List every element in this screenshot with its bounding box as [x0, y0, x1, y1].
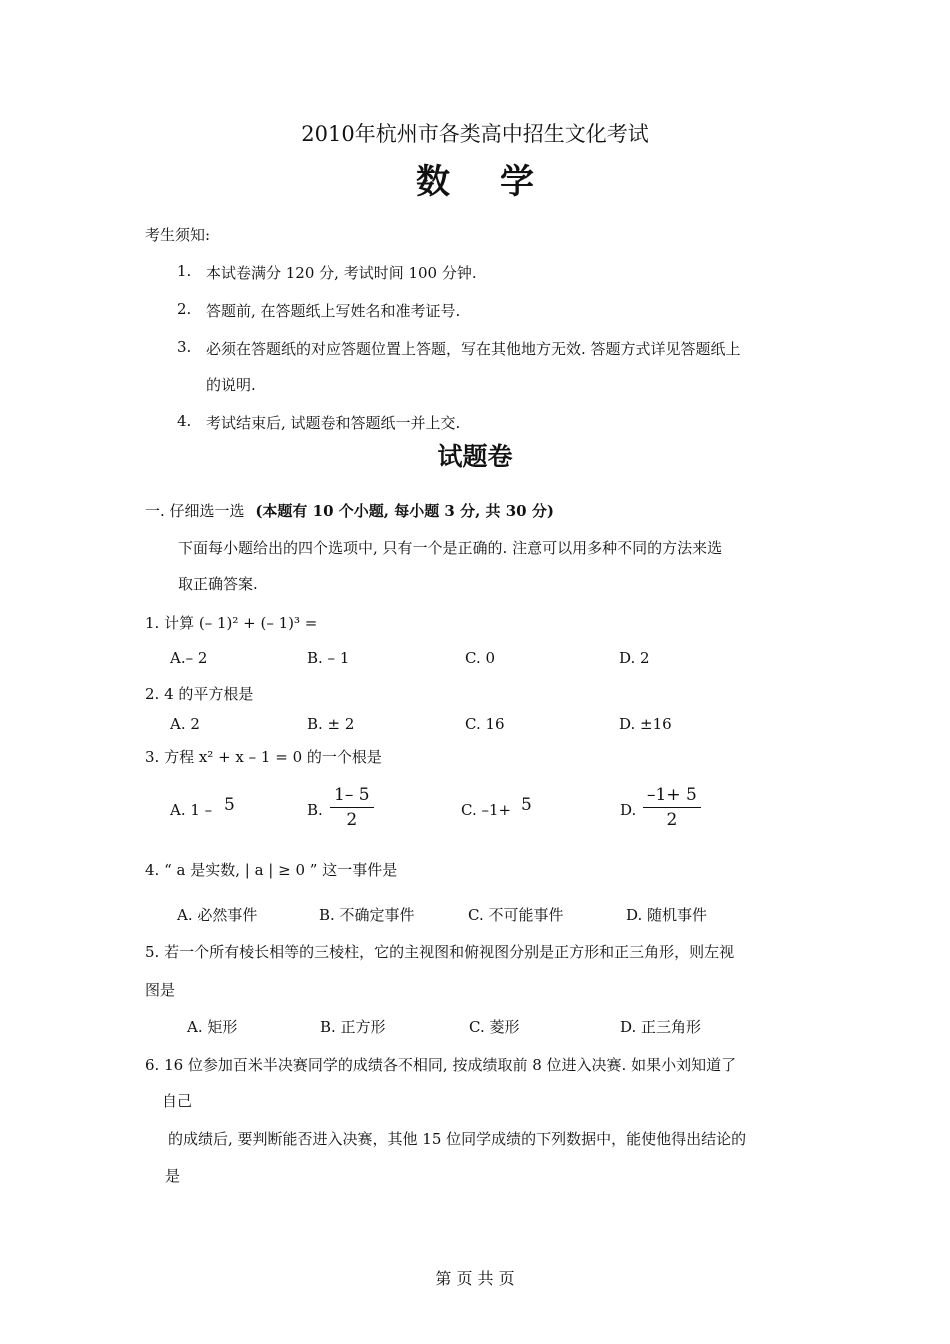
question-3-option-b-fraction — [330, 785, 374, 830]
question-3-stem: 3. 方程 x² + x – 1 = 0 的一个根是 — [145, 748, 382, 766]
question-6-stem-cont: 的成绩后, 要判断能否进入决赛，其他 15 位同学成绩的下列数据中，能使他得出结论的 — [168, 1130, 747, 1148]
question-3-option-a: A. 1 – — [170, 801, 213, 819]
question-2-option-b: B. ± 2 — [307, 715, 355, 733]
part1-instruction: 下面每小题给出的四个选项中, 只有一个是正确的. 注意可以用多种不同的方法来选 — [178, 539, 723, 557]
question-1-option-c: C. 0 — [465, 649, 496, 667]
notice-heading: 考生须知: — [145, 226, 211, 244]
page-footer: 第 页 共 页 — [435, 1269, 515, 1288]
question-5-option-d: D. 正三角形 — [620, 1018, 702, 1036]
question-2-stem: 2. 4 的平方根是 — [145, 685, 254, 703]
question-3-option-c: C. –1+ — [461, 801, 512, 819]
question-1-option-a: A.– 2 — [170, 649, 208, 667]
question-3-option-d-fraction — [643, 785, 701, 830]
notice-item-num: 2. — [177, 300, 192, 318]
notice-item-num: 4. — [177, 412, 192, 430]
question-3-option-d-label: D. — [620, 801, 637, 819]
question-1-option-b: B. – 1 — [307, 649, 350, 667]
question-4-option-a: A. 必然事件 — [177, 906, 258, 924]
question-4-option-b: B. 不确定事件 — [319, 906, 415, 924]
fraction-denominator: 2 — [666, 810, 678, 830]
notice-item-text: 答题前, 在答题纸上写姓名和准考证号. — [206, 302, 461, 320]
question-4-stem: 4. “ a 是实数, | a | ≥ 0 ” 这一事件是 — [145, 861, 398, 879]
notice-item-num: 1. — [177, 262, 192, 280]
fraction-numerator: –1+ 5 — [643, 785, 701, 808]
question-1-stem: 1. 计算 (– 1)² + (– 1)³ = — [145, 614, 318, 632]
notice-item-text-cont: 的说明. — [206, 376, 256, 394]
question-6-stem: 6. 16 位参加百米半决赛同学的成绩各不相同, 按成绩取前 8 位进入决赛. 如果小刘知道了 — [145, 1056, 737, 1074]
question-5-option-c: C. 菱形 — [469, 1018, 520, 1036]
notice-item-text: 必须在答题纸的对应答题位置上答题，写在其他地方无效. 答题方式详见答题纸上 — [206, 340, 741, 358]
question-2-option-a: A. 2 — [170, 715, 200, 733]
question-1-option-d: D. 2 — [619, 649, 650, 667]
question-3-option-a-radical: 5 — [224, 795, 235, 815]
fraction-denominator: 2 — [346, 810, 358, 830]
question-5-stem-cont: 图是 — [145, 981, 176, 999]
section-title: 试题卷 — [437, 442, 513, 471]
question-3-option-c-radical: 5 — [521, 795, 532, 815]
question-2-option-c: C. 16 — [465, 715, 505, 733]
exam-title: 2010年杭州市各类高中招生文化考试 — [301, 122, 649, 146]
part1-heading-detail: (本题有 10 个小题, 每小题 3 分, 共 30 分) — [255, 502, 554, 520]
notice-item-text: 本试卷满分 120 分, 考试时间 100 分钟. — [206, 264, 477, 282]
fraction-numerator: 1– 5 — [330, 785, 374, 808]
question-5-option-b: B. 正方形 — [320, 1018, 386, 1036]
question-5-option-a: A. 矩形 — [187, 1018, 238, 1036]
question-6-stem-cont: 自己 — [162, 1092, 193, 1110]
subject-title: 数学 — [416, 162, 584, 202]
question-5-stem: 5. 若一个所有棱长相等的三棱柱，它的主视图和俯视图分别是正方形和正三角形，则左视 — [145, 943, 735, 961]
part1-heading — [145, 500, 554, 521]
question-6-stem-cont: 是 — [165, 1167, 181, 1185]
notice-item-num: 3. — [177, 338, 192, 356]
question-4-option-c: C. 不可能事件 — [468, 906, 564, 924]
part1-heading-prefix: 一. 仔细选一选 — [145, 502, 245, 520]
question-2-option-d: D. ±16 — [619, 715, 672, 733]
question-3-option-b-label: B. — [307, 801, 323, 819]
part1-instruction-cont: 取正确答案. — [178, 575, 258, 593]
question-4-option-d: D. 随机事件 — [626, 906, 708, 924]
notice-item-text: 考试结束后, 试题卷和答题纸一并上交. — [206, 414, 461, 432]
